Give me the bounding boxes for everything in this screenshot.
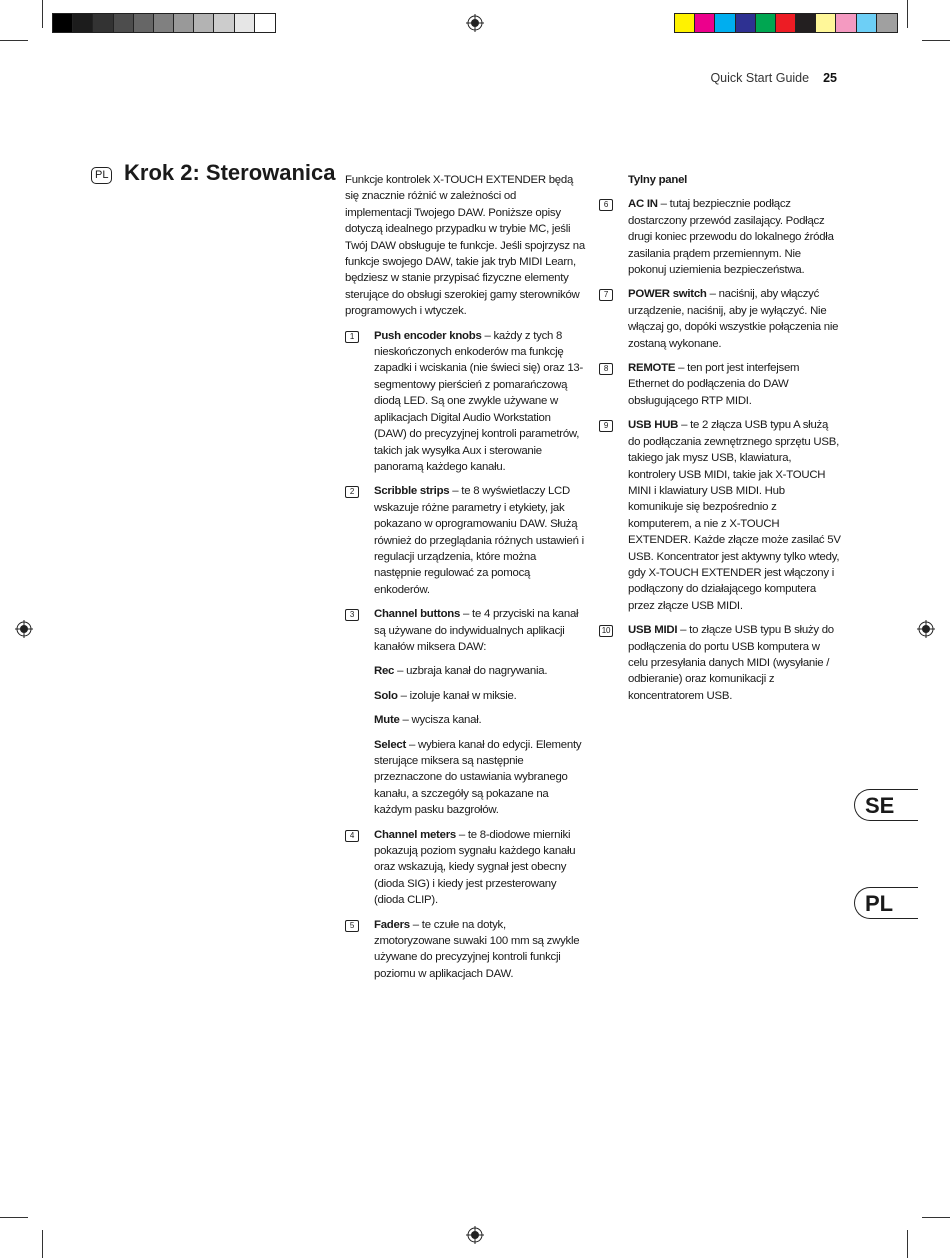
process-color-bar xyxy=(674,13,898,33)
process-swatch xyxy=(796,14,816,32)
sub-item xyxy=(345,688,585,704)
sub-item xyxy=(345,712,585,728)
grayscale-swatch xyxy=(73,14,93,32)
crop-mark xyxy=(42,1230,43,1258)
process-swatch xyxy=(836,14,856,32)
item-number: 8 xyxy=(599,363,613,375)
item-text: – tutaj bezpiecznie podłącz dostarczony przewód zasilający. Podłącz drugi koniec przewodu do lokalnego źródła zasilania prądem przemiennym. Nie pokonuj uziemienia bezpieczeństwa. xyxy=(628,198,834,277)
page-title: Krok 2: Sterowanica xyxy=(124,160,336,185)
item-term: Channel buttons xyxy=(374,608,461,621)
sub-term: Mute xyxy=(374,714,400,727)
sub-text: – wycisza kanał. xyxy=(399,714,482,727)
crop-mark xyxy=(0,1217,28,1218)
header-title: Quick Start Guide xyxy=(710,71,810,85)
item-text: – ten port jest interfejsem Ethernet do podłączenia do DAW obsługującego RTP MIDI. xyxy=(628,362,800,407)
item-number: 6 xyxy=(599,199,613,211)
registration-mark-icon xyxy=(466,1226,484,1244)
grayscale-swatch xyxy=(154,14,174,32)
item-number: 4 xyxy=(345,830,359,842)
crop-mark xyxy=(922,1217,950,1218)
intro-paragraph: Funkcje kontrolek X-TOUCH EXTENDER będą się znacznie różnić w zależności od implementacji Twojego DAW. Poniższe opisy dotyczą idealnego przypadku w trybie MC, jeśli Twój DAW obsługuje te funkcje. Jeśli spojrzysz na funkcje swojego DAW, takie jak tryb MIDI Learn, będziesz w stanie przypisać fizyczne elementy sterujące do obsługi szerokiej gamy sterowników programowych i wtyczek. xyxy=(345,174,585,318)
sub-text: – wybiera kanał do edycji. Elementy sterujące miksera są następnie przeznaczone do ustawiania wybranego kanału, a szczegóły są pokazane na każdym pasku bazgrołów. xyxy=(374,738,582,817)
item-text: – te 4 przyciski na kanał są używane do indywidualnych aplikacji kanałów miksera DAW: xyxy=(374,608,579,653)
list-item xyxy=(345,483,585,598)
item-term: Scribble strips xyxy=(374,485,450,498)
grayscale-swatch xyxy=(194,14,214,32)
item-number: 1 xyxy=(345,331,359,343)
process-swatch xyxy=(857,14,877,32)
item-term: USB HUB xyxy=(628,419,679,432)
list-item xyxy=(345,827,585,909)
item-term: Channel meters xyxy=(374,828,456,841)
list-item xyxy=(599,196,841,278)
list-item xyxy=(599,417,841,614)
item-number: 2 xyxy=(345,486,359,498)
process-swatch xyxy=(877,14,897,32)
crop-mark xyxy=(922,40,950,41)
sub-item xyxy=(345,737,585,819)
item-text: – te 8-diodowe mierniki pokazują poziom sygnału każdego kanału oraz wskazują, kiedy sygnał jest obecny (dioda SIG) i kiedy jest przesterowany (dioda CLIP). xyxy=(374,828,576,907)
process-swatch xyxy=(675,14,695,32)
registration-mark-icon xyxy=(917,620,935,638)
item-number: 5 xyxy=(345,920,359,932)
grayscale-color-bar xyxy=(52,13,276,33)
language-tab-se[interactable]: SE xyxy=(854,789,918,821)
process-swatch xyxy=(776,14,796,32)
crop-mark xyxy=(907,1230,908,1258)
item-number: 10 xyxy=(599,625,613,637)
item-text: – to złącze USB typu B służy do podłączenia do portu USB komputera w celu przesyłania danych MIDI (wysyłanie / odbieranie) oraz komunikacji z koncentratorem USB. xyxy=(628,624,834,702)
crop-mark xyxy=(42,0,43,28)
list-item xyxy=(345,917,585,983)
item-text: – naciśnij, aby włączyć urządzenie, naciśnij, aby je wyłączyć. Nie włączaj go, dopóki wszystkie połączenia nie zostaną wykonane. xyxy=(628,288,839,350)
sub-text: – izoluje kanał w miksie. xyxy=(397,689,517,702)
grayscale-swatch xyxy=(235,14,255,32)
sub-item xyxy=(345,663,585,679)
list-item xyxy=(345,606,585,655)
sub-term: Rec xyxy=(374,665,395,678)
grayscale-swatch xyxy=(114,14,134,32)
grayscale-swatch xyxy=(174,14,194,32)
language-tab-pl[interactable]: PL xyxy=(854,887,918,919)
section-heading: Tylny panel xyxy=(628,174,688,186)
list-item xyxy=(599,286,841,352)
crop-mark xyxy=(0,40,28,41)
process-swatch xyxy=(715,14,735,32)
page-number: 25 xyxy=(823,71,837,85)
page-header xyxy=(710,71,837,85)
list-item xyxy=(599,360,841,409)
process-swatch xyxy=(816,14,836,32)
item-number: 9 xyxy=(599,420,613,432)
item-term: USB MIDI xyxy=(628,624,678,637)
process-swatch xyxy=(736,14,756,32)
grayscale-swatch xyxy=(134,14,154,32)
item-text: – te czułe na dotyk, zmotoryzowane suwaki 100 mm są zwykle używane do precyzyjnej kontroli funkcji poziomu w aplikacjach DAW. xyxy=(374,918,580,980)
content-column-right xyxy=(599,172,841,712)
item-term: Push encoder knobs xyxy=(374,329,482,342)
sub-term: Solo xyxy=(374,689,398,702)
registration-mark-icon xyxy=(15,620,33,638)
grayscale-swatch xyxy=(214,14,234,32)
process-swatch xyxy=(695,14,715,32)
sub-term: Select xyxy=(374,738,407,751)
item-number: 7 xyxy=(599,289,613,301)
item-term: Faders xyxy=(374,918,410,931)
item-term: REMOTE xyxy=(628,362,676,375)
language-badge: PL xyxy=(91,167,112,184)
grayscale-swatch xyxy=(93,14,113,32)
registration-mark-icon xyxy=(466,14,484,32)
list-item xyxy=(599,622,841,704)
item-term: POWER switch xyxy=(628,288,707,301)
list-item xyxy=(345,328,585,476)
item-number: 3 xyxy=(345,609,359,621)
grayscale-swatch xyxy=(255,14,275,32)
grayscale-swatch xyxy=(53,14,73,32)
item-term: AC IN xyxy=(628,198,658,211)
sub-text: – uzbraja kanał do nagrywania. xyxy=(394,665,548,678)
crop-mark xyxy=(907,0,908,28)
item-text: – te 8 wyświetlaczy LCD wskazuje różne parametry i etykiety, jak pokazano w oprogramowaniu DAW. Służą również do przeglądania różnych ustawień i regulacji urządzenia, które można następnie regulować za pomocą enkoderów. xyxy=(374,485,584,596)
content-column-left xyxy=(345,172,585,990)
process-swatch xyxy=(756,14,776,32)
item-text: – te 2 złącza USB typu A służą do podłączania zewnętrznego sprzętu USB, takiego jak mysz USB, klawiatura, kontrolery USB MIDI, takie jak X-TOUCH MINI i klawiatury USB MIDI. Hub komunikuje się bezpośrednio z komputerem, a nie z X-TOUCH EXTENDER. Każde złącze może zasilać 5V USB. Koncentrator jest aktywny tylko wtedy, gdy X-TOUCH EXTENDER jest włączony i podłączony do działającego komputera przez złącze USB MIDI. xyxy=(628,419,841,612)
item-text: – każdy z tych 8 nieskończonych enkoderów ma funkcję zapadki i wciskania (nie świeci się) oraz 13-segmentowy pierścień z pomarańczową diodą LED. Są one zwykle używane w aplikacjach Digital Audio Workstation (DAW) do precyzyjnej kontroli parametrów, takich jak wysyłka Aux i sterowanie panoramą każdego kanału. xyxy=(374,329,584,473)
